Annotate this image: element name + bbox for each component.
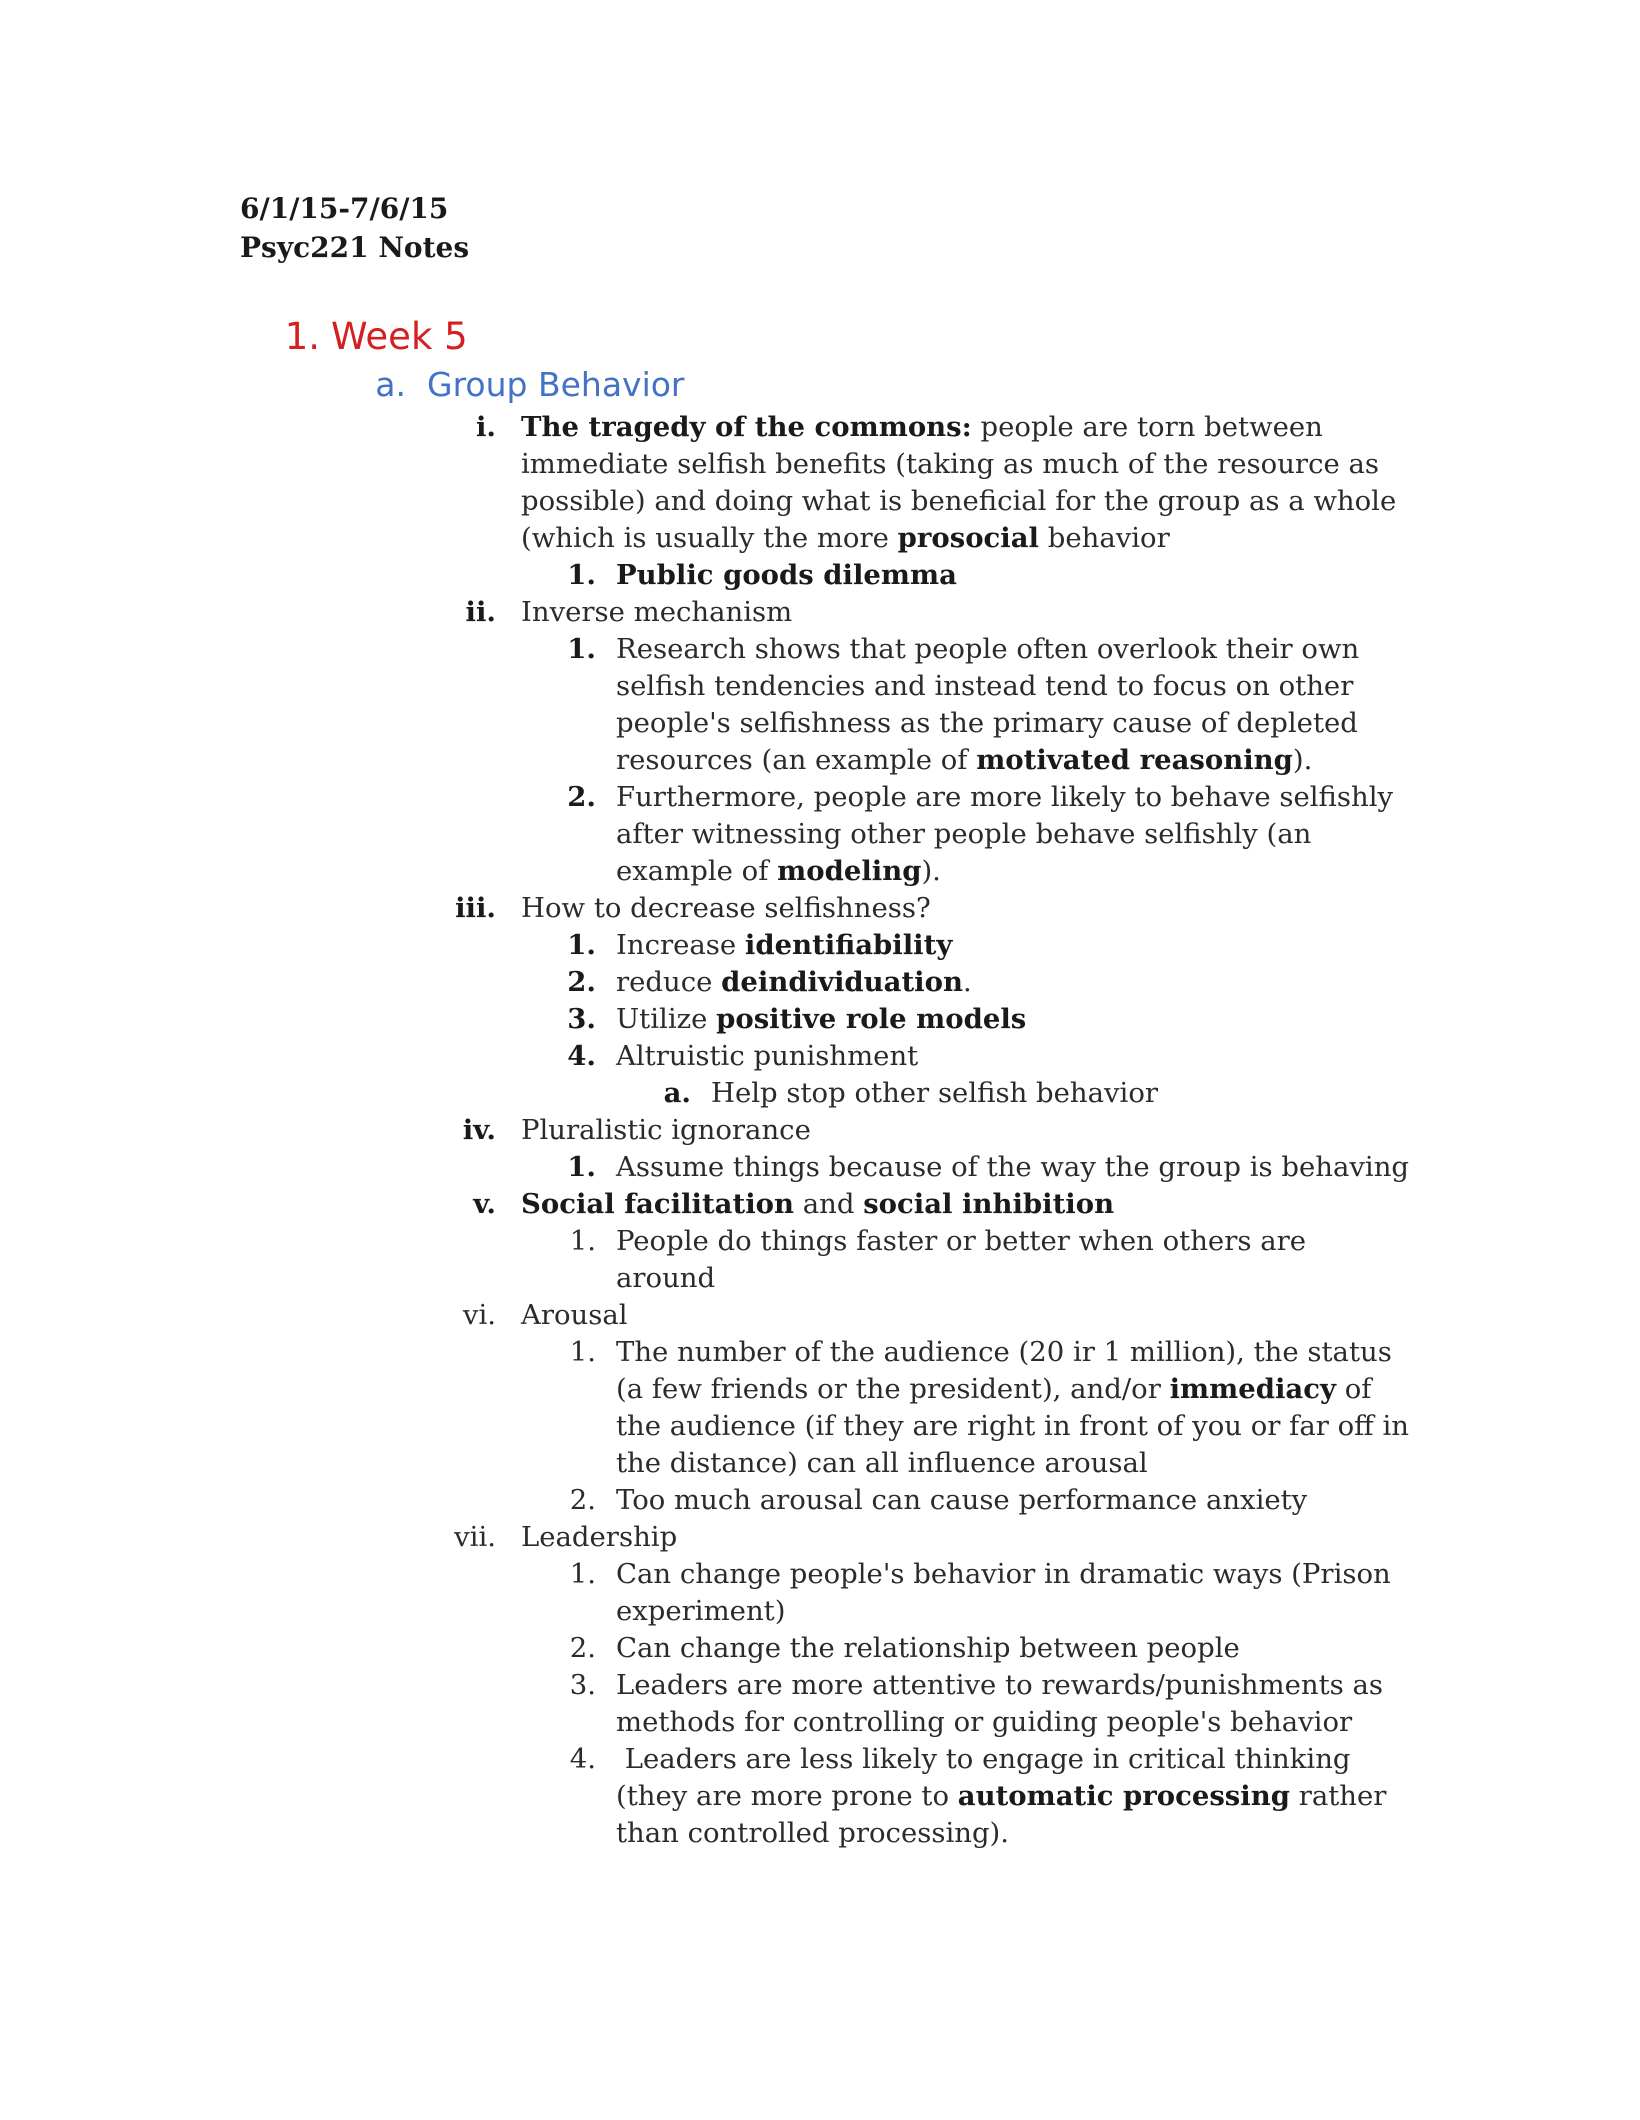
text: rather [1289,1780,1387,1812]
term-social-inhibition: social inhibition [863,1188,1115,1220]
item-iii-s3 [616,1001,1026,1039]
item-vii-s4-line1: Leaders are less likely to engage in critical thinking [616,1743,1351,1775]
item-i-line4 [521,520,1170,558]
item-vii-s1-line2: experiment) [616,1595,786,1627]
text: ). [921,855,941,887]
text: . [962,966,972,998]
item-vii-s2: Can change the relationship between people [616,1632,1240,1664]
text: people are torn between [971,411,1323,443]
text: (which is usually the more [521,522,898,554]
item-vii-title: Leadership [521,1521,678,1553]
item-ii-marker: ii. [465,596,496,628]
item-vi-s1-line1: The number of the audience (20 ir 1 million), the status [616,1336,1392,1368]
text: ). [1292,744,1313,776]
text: behavior [1039,522,1170,554]
item-vii-s1-marker: 1. [569,1558,596,1590]
item-vii-s3-line2: methods for controlling or guiding people's behavior [616,1706,1353,1738]
item-ii-s2-line3 [616,853,941,891]
term-prosocial: prosocial [897,522,1039,554]
item-iii-s2 [616,964,972,1002]
text: Increase [616,929,745,961]
text: resources (an example of [616,744,977,776]
item-vi-s1-line2 [616,1371,1371,1409]
item-iv-title: Pluralistic ignorance [521,1114,811,1146]
item-ii-s2-line2: after witnessing other people behave selfishly (an [616,818,1312,850]
item-ii-s1-line4 [616,742,1312,780]
text: Utilize [616,1003,717,1035]
item-ii-s2-marker: 2. [567,781,596,813]
item-vii-marker: vii. [454,1521,496,1553]
term-deindividuation: deindividuation [721,966,963,998]
term-immediacy: immediacy [1169,1373,1336,1405]
term-public-goods-dilemma: Public goods dilemma [616,559,957,591]
term-identifiability: identifiability [744,929,953,961]
text: (they are more prone to [616,1780,958,1812]
section-marker: a. [375,365,406,404]
term-social-facilitation: Social facilitation [521,1188,794,1220]
date-range: 6/1/15-7/6/15 [240,192,449,225]
item-i-line3: possible) and doing what is beneficial for the group as a whole [521,485,1397,517]
item-vii-s1-line1: Can change people's behavior in dramatic ways (Prison [616,1558,1391,1590]
week-marker: 1. [284,315,320,358]
item-vii-s2-marker: 2. [569,1632,596,1664]
item-i-sub1-marker: 1. [567,559,596,591]
item-iii-s1 [616,927,952,965]
item-i-marker: i. [475,411,496,443]
item-iii-s3-marker: 3. [567,1003,596,1035]
item-ii-s1-marker: 1. [567,633,596,665]
course-title: Psyc221 Notes [240,231,470,264]
term-motivated-reasoning: motivated reasoning [976,744,1293,776]
item-iii-s2-marker: 2. [567,966,596,998]
item-vi-s1-line3: the audience (if they are right in front of you or far off in [616,1410,1409,1442]
item-iii-s1-marker: 1. [567,929,596,961]
item-iv-marker: iv. [462,1114,496,1146]
item-vi-title: Arousal [521,1299,628,1331]
item-vii-s3-line1: Leaders are more attentive to rewards/punishments as [616,1669,1383,1701]
section-title: Group Behavior [427,365,685,404]
item-iii-s4a-marker: a. [663,1077,691,1109]
term-tragedy-of-commons: The tragedy of the commons: [521,411,972,443]
item-i-line1 [521,409,1323,447]
item-iv-s1-marker: 1. [567,1151,596,1183]
item-vii-s4-marker: 4. [569,1743,596,1775]
text: example of [616,855,778,887]
text: reduce [616,966,722,998]
item-vii-s3-marker: 3. [569,1669,596,1701]
item-vi-marker: vi. [462,1299,496,1331]
term-positive-role-models: positive role models [716,1003,1027,1035]
item-vii-s4-line2 [616,1778,1386,1816]
item-v-s1-marker: 1. [569,1225,596,1257]
item-iii-marker: iii. [455,892,496,924]
item-iii-s4: Altruistic punishment [616,1040,919,1072]
item-ii-s2-line1: Furthermore, people are more likely to behave selfishly [616,781,1394,813]
item-ii-s1-line1: Research shows that people often overlook their own [616,633,1360,665]
item-v-s1-line2: around [616,1262,716,1294]
item-iii-title: How to decrease selfishness? [521,892,931,924]
item-i-line2: immediate selfish benefits (taking as much of the resource as [521,448,1379,480]
item-v-marker: v. [473,1188,496,1220]
item-i-sub1 [616,557,957,595]
item-vii-s4-line3: than controlled processing). [616,1817,1010,1849]
item-iv-s1: Assume things because of the way the group is behaving [616,1151,1410,1183]
term-automatic-processing: automatic processing [957,1780,1290,1812]
item-ii-s1-line3: people's selfishness as the primary cause of depleted [616,707,1358,739]
text: of [1335,1373,1372,1405]
item-iii-s4a: Help stop other selfish behavior [711,1077,1159,1109]
item-vi-s2: Too much arousal can cause performance anxiety [616,1484,1308,1516]
term-modeling: modeling [777,855,922,887]
item-v-title [521,1186,1114,1224]
item-iii-s4-marker: 4. [567,1040,596,1072]
text: (a few friends or the president), and/or [616,1373,1170,1405]
item-ii-title: Inverse mechanism [521,596,793,628]
week-title: Week 5 [331,315,468,358]
item-v-s1-line1: People do things faster or better when others are [616,1225,1307,1257]
item-vi-s2-marker: 2. [569,1484,596,1516]
item-vi-s1-line4: the distance) can all influence arousal [616,1447,1148,1479]
item-vi-s1-marker: 1. [569,1336,596,1368]
item-ii-s1-line2: selfish tendencies and instead tend to focus on other [616,670,1354,702]
text: and [793,1188,864,1220]
